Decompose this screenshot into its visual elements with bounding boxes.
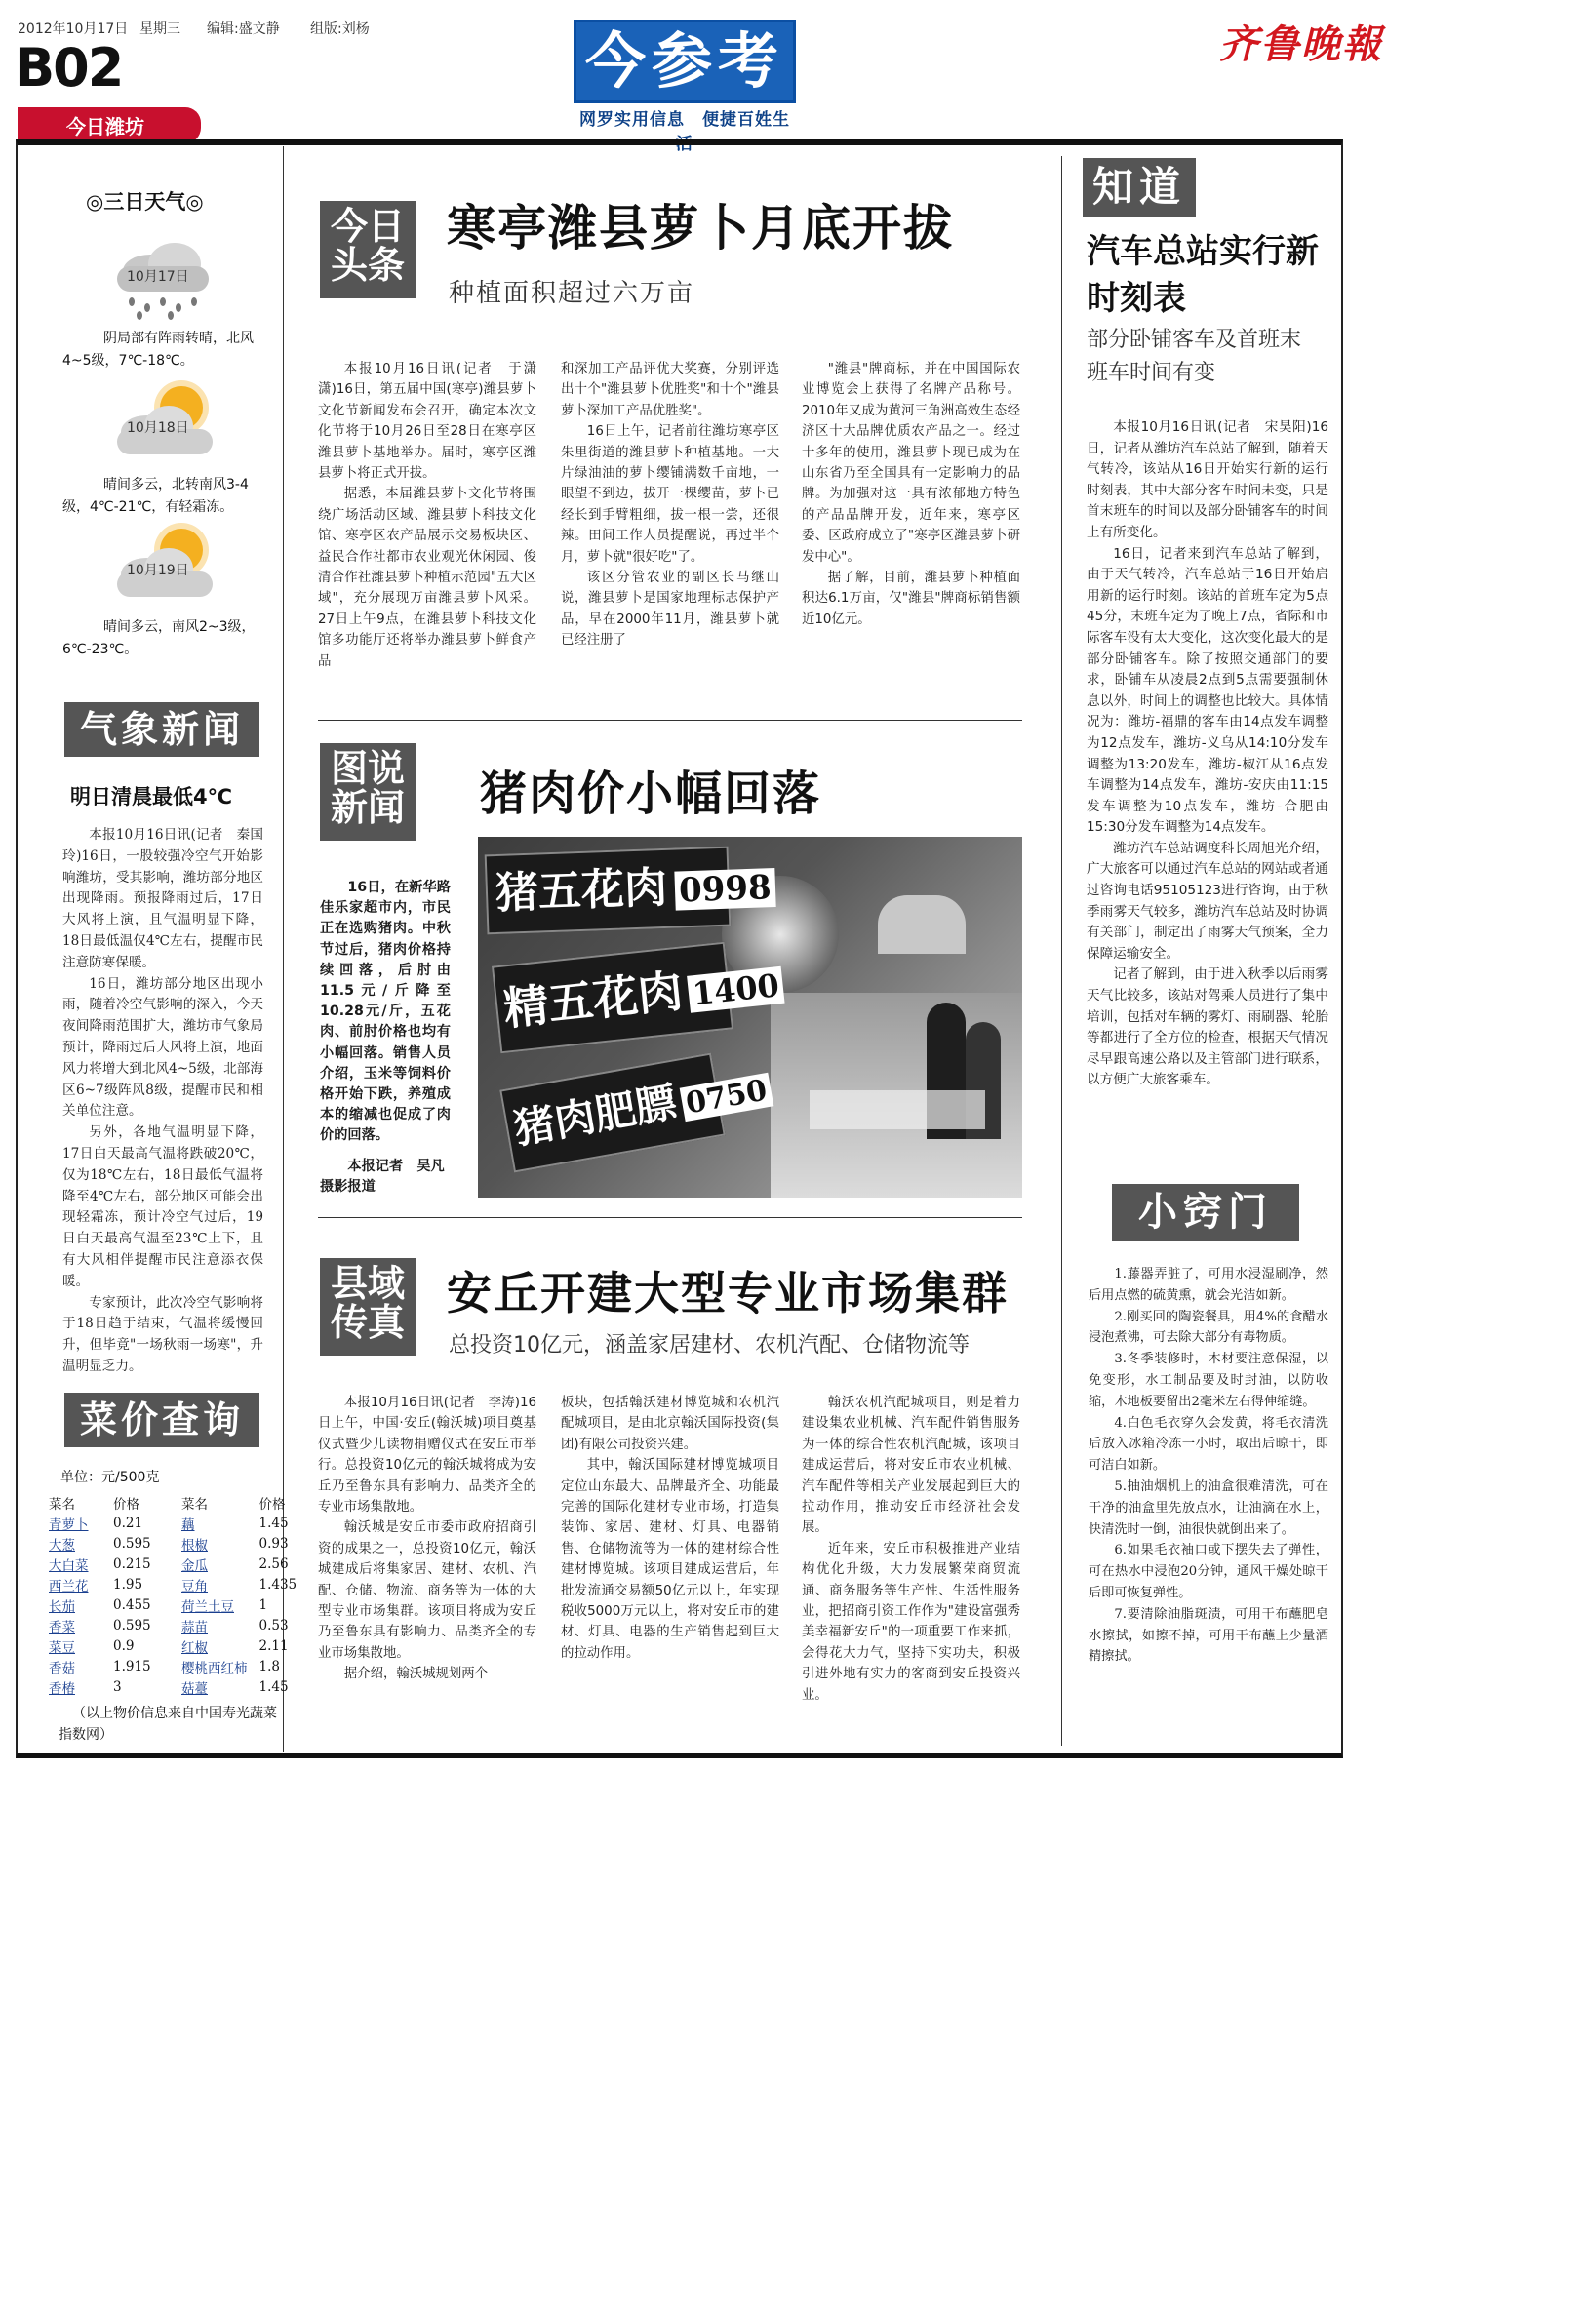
- section-divider: [318, 720, 1022, 721]
- veg-name: 香菇: [49, 1660, 75, 1676]
- paragraph: 记者了解到，由于进入秋季以后雨雾天气比较多，该站对驾乘人员进行了集中培训，包括对车辆的雾灯、雨刷器、轮胎等都进行了全方位的检查，根据天气情况尽早跟高速公路以及主管部门进行联系，以方便广大旅客乘车。: [1087, 966, 1328, 1088]
- label-text: 今日头条: [330, 204, 405, 287]
- veg-name: 金瓜: [181, 1557, 208, 1574]
- veg-name: 青萝卜: [49, 1517, 89, 1533]
- tip-item: 2.刚买回的陶瓷餐具，用4%的食醋水浸泡煮沸，可去除大部分有毒物质。: [1089, 1309, 1328, 1346]
- veg-price: 1.95: [113, 1576, 143, 1593]
- tip-item: 6.如果毛衣袖口或下摆失去了弹性，可在热水中浸泡20分钟，通风干燥处晾干后即可恢复弹性。: [1089, 1543, 1328, 1600]
- newspaper-logo: 齐鲁晚報: [1219, 21, 1383, 67]
- label-text: 图说新闻: [330, 746, 405, 829]
- paragraph: 16日上午，记者前往潍坊寒亭区朱里街道的潍县萝卜种植基地。一大片绿油油的萝卜缨铺满数千亩地，一眼望不到边，拔开一棵缨苗，萝卜已经长到手臂粗细，拔一根一尝，还很辣。田间工作人员提醒说，再过半个月，萝卜就"很好吃"了。: [561, 424, 779, 565]
- veg-name: 红椒: [181, 1639, 208, 1656]
- county-story-col2: [561, 1393, 779, 1664]
- table-row: [49, 1656, 320, 1676]
- veg-price: 1.435: [258, 1576, 297, 1593]
- paragraph: 16日，潍坊部分地区出现小雨，随着冷空气影响的深入，今天夜间降雨范围扩大，潍坊市气象局预计，降雨过后大风将上演，地面风力将增大到北风4~5级，北部海区6~7级阵风8级，提醒市民和相关单位注意。: [62, 975, 263, 1120]
- know-label: 知道: [1083, 158, 1196, 217]
- veg-name: 菜豆: [49, 1639, 75, 1656]
- table-row: [49, 1513, 320, 1533]
- veg-price: 1.8: [258, 1658, 280, 1674]
- column-header: 价格: [258, 1496, 286, 1513]
- tip-item: 7.要清除油脂斑渍，可用干布蘸肥皂水擦拭，如擦不掉，可用干布蘸上少量酒精擦拭。: [1089, 1606, 1328, 1665]
- veg-price-note: （以上物价信息来自中国寿光蔬菜指数网）: [59, 1706, 277, 1743]
- weather-day2-date: 10月18日: [127, 420, 189, 436]
- weather-day1-date: 10月17日: [127, 269, 189, 285]
- lead-story-col2: [561, 359, 779, 651]
- veg-price: 1: [258, 1596, 268, 1613]
- lead-story-col1: [318, 359, 536, 672]
- veg-price: 0.455: [113, 1596, 151, 1613]
- veg-name: 大白菜: [49, 1557, 89, 1574]
- price-sign: [485, 847, 773, 935]
- veg-price: 1.45: [258, 1678, 289, 1695]
- paragraph: 据了解，目前，潍县萝卜种植面积达6.1万亩，仅"潍县"牌商标销售额近10亿元。: [802, 571, 1020, 627]
- paragraph: 本报10月16日讯(记者 宋昊阳)16日，记者从潍坊汽车总站了解到，随着天气转冷，该站从16日开始实行新的运行时刻表，其中大部分客车时间未变，只是首末班车的时间以及部分卧铺客车的时间上有所变化。: [1087, 419, 1328, 540]
- column-header: 价格: [113, 1496, 139, 1513]
- page-number: B02: [15, 37, 123, 98]
- veg-price: 1.45: [258, 1515, 289, 1531]
- table-row: [49, 1635, 320, 1656]
- masthead-title: 今参考: [574, 20, 796, 103]
- paragraph: 其中，翰沃国际建材博览城项目定位山东最大、品牌最齐全、功能最完善的国际化建材专业市场，打造集装饰、家居、建材、灯具、电器销售、仓储物流等为一体的建材综合性建材博览城。该项目建成运营后，年批发流通交易额50亿元以上，年实现税收5000万元以上，将对安丘市的建材、灯具、电器的生产销售起到巨大的拉动作用。: [561, 1458, 779, 1661]
- paragraph: 本报10月16日讯(记者 于潇潇)16日，第五届中国(寒亭)潍县萝卜文化节新闻发布会召开，确定本次文化节将于10月26日至28日在寒亭区潍县萝卜基地举办。届时，寒亭区潍县萝卜将正式开拔。: [318, 362, 536, 482]
- paragraph: "潍县"牌商标，并在中国国际农业博览会上获得了名牌产品称号。2010年又成为黄河三角洲高效生态经济区十大品牌优质农产品之一。经过十多年的使用，潍县萝卜现已成为在山东省乃至全国具有一定影响力的品牌。为加强对这一具有浓郁地方特色的产品品牌开发，近年来，寒亭区委、区政府成立了"寒亭区潍县萝卜研发中心"。: [802, 362, 1020, 565]
- tip-item: 4.白色毛衣穿久会发黄，将毛衣清洗后放入冰箱冷冻一小时，取出后晾干，即可洁白如新。: [1089, 1415, 1328, 1474]
- paragraph: 潍坊汽车总站调度科长周旭光介绍，广大旅客可以通过汽车总站的网站或者通过咨询电话95105123进行咨询，由于秋季雨雾天气较多，潍坊汽车总站及时协调有关部门，制定出了雨雾天气预案，全力保障运输安全。: [1087, 840, 1328, 962]
- county-story-headline: 安丘开建大型专业市场集群: [447, 1267, 1009, 1320]
- know-subhead: 部分卧铺客车及首班末班车时间有变: [1087, 328, 1302, 385]
- paragraph: 近年来，安丘市积极推进产业结构优化升级，大力发展繁荣商贸流通、商务服务等生产性、生活性服务业，把招商引资工作作为"建设富强秀美幸福新安丘"的一项重要工作来抓，会得花大力气，坚持下实功夫，积极引进外地有实力的客商到安丘投资兴业。: [802, 1541, 1020, 1703]
- section-divider: [318, 1217, 1022, 1218]
- paragraph: 据介绍，翰沃城规划两个: [343, 1667, 489, 1682]
- masthead-subtitle: 网罗实用信息 便捷百姓生活: [579, 110, 790, 154]
- table-row: [49, 1595, 320, 1615]
- table-row: [49, 1574, 320, 1595]
- issue-weekday: 星期三: [139, 21, 180, 37]
- paragraph: 16日，记者来到汽车总站了解到，由于天气转冷，汽车总站于16日开始启用新的运行时刻。该站的首班车定为5点45分，末班车定为了晚上7点，省际和市际客车没有太大变化，这次变化最大的是部分卧铺客车。除了按照交通部门的要求，卧铺车从凌晨2点到5点需要强制休息以外，时间上的调整也比较大。具体情况为：潍坊-福鼎的客车由14点发车调整为12点发车，潍坊-义乌从14:10分发车调整为13:20发车，潍坊-椒江从16点发车调整为14点发车，潍坊-安庆由11:15发车调整为10点发车，潍坊-合肥由15:30分发车调整为14点发车。: [1087, 545, 1328, 836]
- weather-news-headline: 明日清晨最低4℃: [70, 785, 233, 808]
- veg-price: 0.9: [113, 1637, 135, 1654]
- veg-name: 菇薹: [181, 1680, 208, 1697]
- photo-story-headline: 猪肉价小幅回落: [480, 767, 822, 821]
- lead-story-subhead: 种植面积超过六万亩: [449, 279, 695, 308]
- veg-price: 0.215: [113, 1556, 151, 1572]
- weather-news-body: [62, 825, 263, 1378]
- sign-label: 精五花肉: [500, 964, 686, 1036]
- editor-credit: 编辑:盛文静: [207, 21, 280, 37]
- table-row: [49, 1533, 320, 1554]
- veg-name: 樱桃西红柿: [181, 1660, 248, 1676]
- photo-story-label: [320, 743, 416, 841]
- lead-story-col3: [802, 359, 1020, 630]
- weather-day2-text: 晴间多云，北转南风3-4级，4℃-21℃，有轻霜冻。: [62, 477, 249, 515]
- paragraph: 本报10月16日讯(记者 李涛)16日上午，中国·安丘(翰沃城)项目奠基仪式暨少儿读物捐赠仪式在安丘市举行。总投资10亿元的翰沃城将成为安丘乃至鲁东具有影响力、品类齐全的专业市场集散地。: [318, 1396, 536, 1516]
- veg-price: 0.93: [258, 1535, 289, 1552]
- paragraph: 翰沃农机汽配城项目，则是着力建设集农业机械、汽车配件销售服务为一体的综合性农机汽配城，该项目建成运营后，将对安丘市农业机械、汽车配件等相关产业发展起到巨大的拉动作用，推动安丘市经济社会发展。: [802, 1396, 1020, 1536]
- paragraph: 另外，各地气温明显下降，17日白天最高气温将跌破20℃，仅为18℃左右，18日最低气温将降至4℃左右，部分地区可能会出现轻霜冻，预计冷空气过后，19日白天最高气温至23℃上下，且有大风相伴提醒市民注意添衣保暖。: [62, 1124, 263, 1289]
- weather-news-label: 气象新闻: [64, 702, 259, 757]
- weather-day3-date: 10月19日: [127, 563, 189, 578]
- veg-name: 荷兰土豆: [181, 1598, 234, 1615]
- paragraph: 专家预计，此次冷空气影响将于18日趋于结束，气温将缓慢回升，但毕竟"一场秋雨一场寒"，升温明显乏力。: [62, 1294, 263, 1374]
- tip-item: 1.藤器弄脏了，可用水浸湿刷净，然后用点燃的硫黄熏，就会光洁如新。: [1089, 1267, 1328, 1303]
- paragraph: 翰沃城是安丘市委市政府招商引资的成果之一，总投资10亿元，翰沃城建成后将集家居、建材、农机、汽配、仓储、物流、商务等为一体的大型专业市场集群。该项目将成为安丘乃至鲁东具有影响力、品类齐全的专业市场集散地。: [318, 1520, 536, 1661]
- county-story-col1: [318, 1393, 536, 1685]
- paragraph: 板块，包括翰沃建材博览城和农机汽配城项目，是由北京翰沃国际投资(集团)有限公司投资兴建。: [561, 1396, 779, 1452]
- tip-item: 3.冬季装修时，木材要注意保湿，以免变形，水工制品要及时封油，以防收缩，木地板要留出2毫米左右得伸缩缝。: [1089, 1352, 1328, 1409]
- column-header: 菜名: [49, 1496, 75, 1513]
- masthead: [574, 20, 796, 154]
- lead-story-headline: 寒亭潍县萝卜月底开拔: [447, 200, 954, 256]
- county-story-label: [320, 1258, 416, 1356]
- paragraph: 该区分管农业的副区长马继山说，潍县萝卜是国家地理标志保护产品，早在2000年11月，潍县萝卜就已经注册了: [561, 571, 779, 649]
- veg-name: 香菜: [49, 1619, 75, 1635]
- table-row: [49, 1676, 320, 1697]
- veg-name: 豆角: [181, 1578, 208, 1595]
- know-body: [1087, 417, 1328, 1091]
- layout-credit: 组版:刘杨: [310, 21, 370, 37]
- county-story-subhead: 总投资10亿元，涵盖家居建材、农机汽配、仓储物流等: [449, 1333, 970, 1358]
- veg-price: 0.21: [113, 1515, 143, 1531]
- weather-day3-text: 晴间多云，南风2~3级，6℃-23℃。: [62, 619, 256, 657]
- weather-day1-text: 阴局部有阵雨转晴，北风4~5级，7℃-18℃。: [62, 331, 254, 369]
- veg-price: 0.595: [113, 1535, 151, 1552]
- veg-price: 0.595: [113, 1617, 151, 1634]
- column-header: 菜名: [181, 1496, 208, 1513]
- price-table-header: [49, 1492, 320, 1513]
- know-headline: 汽车总站实行新时刻表: [1087, 232, 1319, 318]
- issue-date: 2012年10月17日: [18, 21, 129, 37]
- paragraph: 和深加工产品评优大奖赛，分别评选出十个"潍县萝卜优胜奖"和十个"潍县萝卜深加工产品优胜奖"。: [561, 362, 779, 418]
- table-row: [49, 1615, 320, 1635]
- tip-item: 5.抽油烟机上的油盒很难清洗，可在干净的油盒里先放点水，让油滴在水上，快清洗时一倒，油很快就倒出来了。: [1089, 1478, 1328, 1537]
- photo-caption: 16日，在新华路佳乐家超市内，市民正在选购猪肉。中秋节过后，猪肉价格持续回落，后肘由11.5元/斤降至10.28元/斤，五花肉、前肘价格也均有小幅回落。销售人员介绍，玉米等饲料价格开始下跌，养殖成本的缩减也促成了肉价的回落。: [320, 880, 451, 1144]
- section-tab: 今日潍坊: [18, 107, 201, 143]
- weather-title: ◎三日天气◎: [86, 190, 204, 214]
- label-text: 县域传真: [330, 1261, 405, 1344]
- veg-price: 3: [113, 1678, 122, 1695]
- veg-price: 0.53: [258, 1617, 289, 1634]
- sign-price: 0750: [680, 1073, 773, 1122]
- veg-name: 长茄: [49, 1598, 75, 1615]
- price-table: [49, 1492, 320, 1697]
- veg-name: 大葱: [49, 1537, 75, 1554]
- table-row: [49, 1554, 320, 1574]
- lead-story-label: [320, 201, 416, 298]
- sign-label: 猪肉肥膘: [510, 1077, 681, 1154]
- veg-price-label: 菜价查询: [64, 1393, 259, 1447]
- veg-price: 2.56: [258, 1556, 289, 1572]
- photo-byline: 本报记者 吴凡 摄影报道: [320, 1159, 458, 1196]
- right-column-divider: [1061, 156, 1062, 1746]
- sign-price: 1400: [687, 966, 785, 1013]
- veg-name: 香椿: [49, 1680, 75, 1697]
- veg-price-unit: 单位：元/500克: [60, 1470, 160, 1485]
- veg-name: 根椒: [181, 1537, 208, 1554]
- paragraph: 据悉，本届潍县萝卜文化节将围绕广场活动区域、潍县萝卜科技文化馆、寒亭区农产品展示交易板块区、益民合作社都市农业观光休闲园、俊清合作社潍县萝卜种植示范园"五大区域"，充分展现万亩潍县萝卜风采。27日上午9点，在潍县萝卜科技文化馆多功能厅还将举办潍县萝卜鲜食产品: [318, 487, 536, 669]
- veg-price: 1.915: [113, 1658, 151, 1674]
- sign-label: 猪五花肉: [495, 862, 668, 919]
- paragraph: 本报10月16日讯(记者 秦国玲)16日，一股较强冷空气开始影响潍坊，受其影响，潍坊部分地区出现降雨。预报降雨过后，17日大风将上演，且气温明显下降，18日最低温仅4℃左右，提醒市民注意防寒保暖。: [62, 827, 263, 970]
- county-story-col3: [802, 1393, 1020, 1706]
- tips-body: [1089, 1264, 1328, 1668]
- veg-price-table: [49, 1492, 320, 1697]
- veg-price: 2.11: [258, 1637, 289, 1654]
- pork-counter-photo: [478, 837, 1022, 1198]
- veg-name: 西兰花: [49, 1578, 89, 1595]
- veg-name: 藕: [181, 1517, 195, 1533]
- tips-label: 小窍门: [1112, 1184, 1299, 1241]
- veg-name: 蒜苗: [181, 1619, 208, 1635]
- sign-price: 0998: [674, 868, 775, 911]
